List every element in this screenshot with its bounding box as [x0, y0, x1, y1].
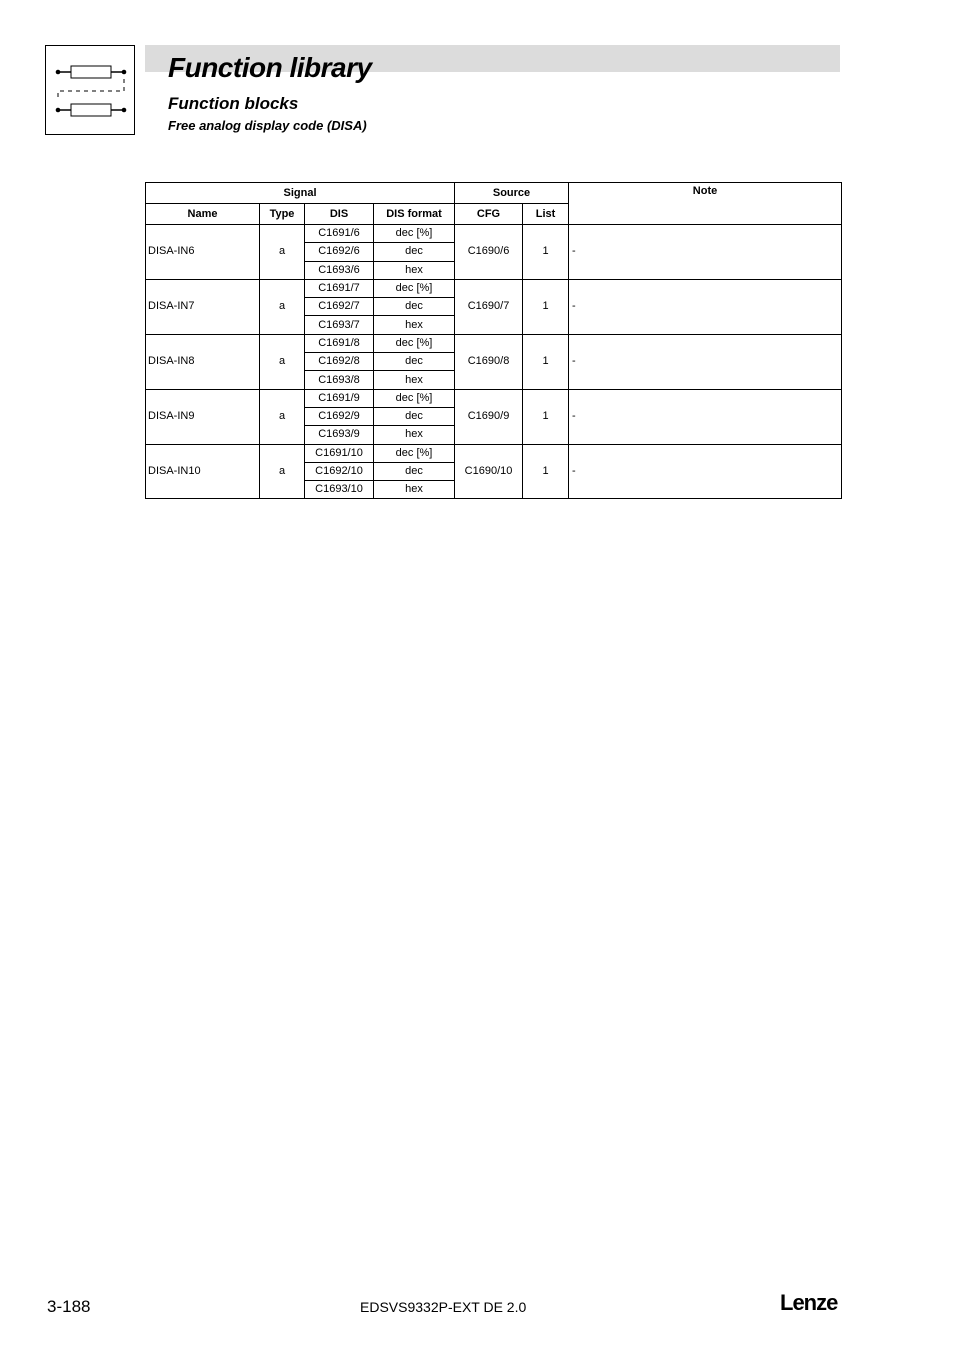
dis-format: dec [374, 298, 455, 316]
table-row [146, 279, 842, 297]
signal-name: DISA-IN8 [146, 334, 260, 389]
document-id: EDSVS9332P-EXT DE 2.0 [360, 1299, 527, 1315]
page-title: Function library [168, 52, 372, 83]
dis-code: C1691/6 [305, 225, 374, 243]
dis-format: hex [374, 316, 455, 334]
function-block-diagram-icon [45, 45, 135, 135]
dis-format: dec [%] [374, 225, 455, 243]
dis-code: C1691/10 [305, 444, 374, 462]
note-cell: - [569, 389, 842, 444]
dis-code: C1693/7 [305, 316, 374, 334]
signal-table [145, 182, 842, 499]
dis-format: dec [%] [374, 279, 455, 297]
table-row [146, 389, 842, 407]
group-header-source: Source [455, 183, 569, 204]
cfg-code: C1690/6 [455, 225, 523, 280]
table-row [146, 334, 842, 352]
dis-code: C1691/7 [305, 279, 374, 297]
list-value: 1 [523, 444, 569, 499]
dis-format: dec [374, 462, 455, 480]
note-cell: - [569, 334, 842, 389]
signal-name: DISA-IN7 [146, 279, 260, 334]
column-header-dis-format: DIS format [374, 204, 455, 225]
dis-code: C1693/6 [305, 261, 374, 279]
column-header-name: Name [146, 204, 260, 225]
signal-type: a [260, 279, 305, 334]
list-value: 1 [523, 225, 569, 280]
dis-code: C1691/9 [305, 389, 374, 407]
column-header-list: List [523, 204, 569, 225]
dis-code: C1693/9 [305, 426, 374, 444]
list-value: 1 [523, 334, 569, 389]
section-title: Free analog display code (DISA) [168, 118, 367, 133]
table-row [146, 444, 842, 462]
function-block-symbol [46, 46, 134, 134]
note-cell: - [569, 225, 842, 280]
cfg-code: C1690/7 [455, 279, 523, 334]
signal-type: a [260, 444, 305, 499]
dis-format: dec [374, 353, 455, 371]
list-value: 1 [523, 389, 569, 444]
dis-code: C1691/8 [305, 334, 374, 352]
dis-code: C1692/9 [305, 407, 374, 425]
dis-format: hex [374, 371, 455, 389]
note-cell: - [569, 279, 842, 334]
column-header-dis: DIS [305, 204, 374, 225]
dis-format: dec [%] [374, 389, 455, 407]
group-header-row [146, 183, 842, 204]
cfg-code: C1690/10 [455, 444, 523, 499]
group-header-note: Note [569, 183, 842, 225]
table-body [146, 225, 842, 499]
dis-code: C1692/8 [305, 353, 374, 371]
dis-code: C1692/10 [305, 462, 374, 480]
cfg-code: C1690/9 [455, 389, 523, 444]
note-cell: - [569, 444, 842, 499]
column-header-cfg: CFG [455, 204, 523, 225]
signal-name: DISA-IN9 [146, 389, 260, 444]
dis-format: hex [374, 481, 455, 499]
list-value: 1 [523, 279, 569, 334]
dis-format: dec [%] [374, 444, 455, 462]
signal-type: a [260, 225, 305, 280]
dis-format: dec [374, 407, 455, 425]
dis-format: hex [374, 261, 455, 279]
dis-code: C1693/8 [305, 371, 374, 389]
dis-format: dec [%] [374, 334, 455, 352]
dis-format: hex [374, 426, 455, 444]
page-subtitle: Function blocks [168, 94, 299, 113]
dis-code: C1692/7 [305, 298, 374, 316]
cfg-code: C1690/8 [455, 334, 523, 389]
page-number: 3-188 [47, 1297, 91, 1316]
dis-code: C1692/6 [305, 243, 374, 261]
signal-type: a [260, 389, 305, 444]
dis-code: C1693/10 [305, 481, 374, 499]
column-header-type: Type [260, 204, 305, 225]
dis-format: dec [374, 243, 455, 261]
table-row [146, 225, 842, 243]
signal-name: DISA-IN6 [146, 225, 260, 280]
signal-type: a [260, 334, 305, 389]
signal-name: DISA-IN10 [146, 444, 260, 499]
group-header-signal: Signal [146, 183, 455, 204]
brand-logo: Lenze [780, 1290, 838, 1315]
